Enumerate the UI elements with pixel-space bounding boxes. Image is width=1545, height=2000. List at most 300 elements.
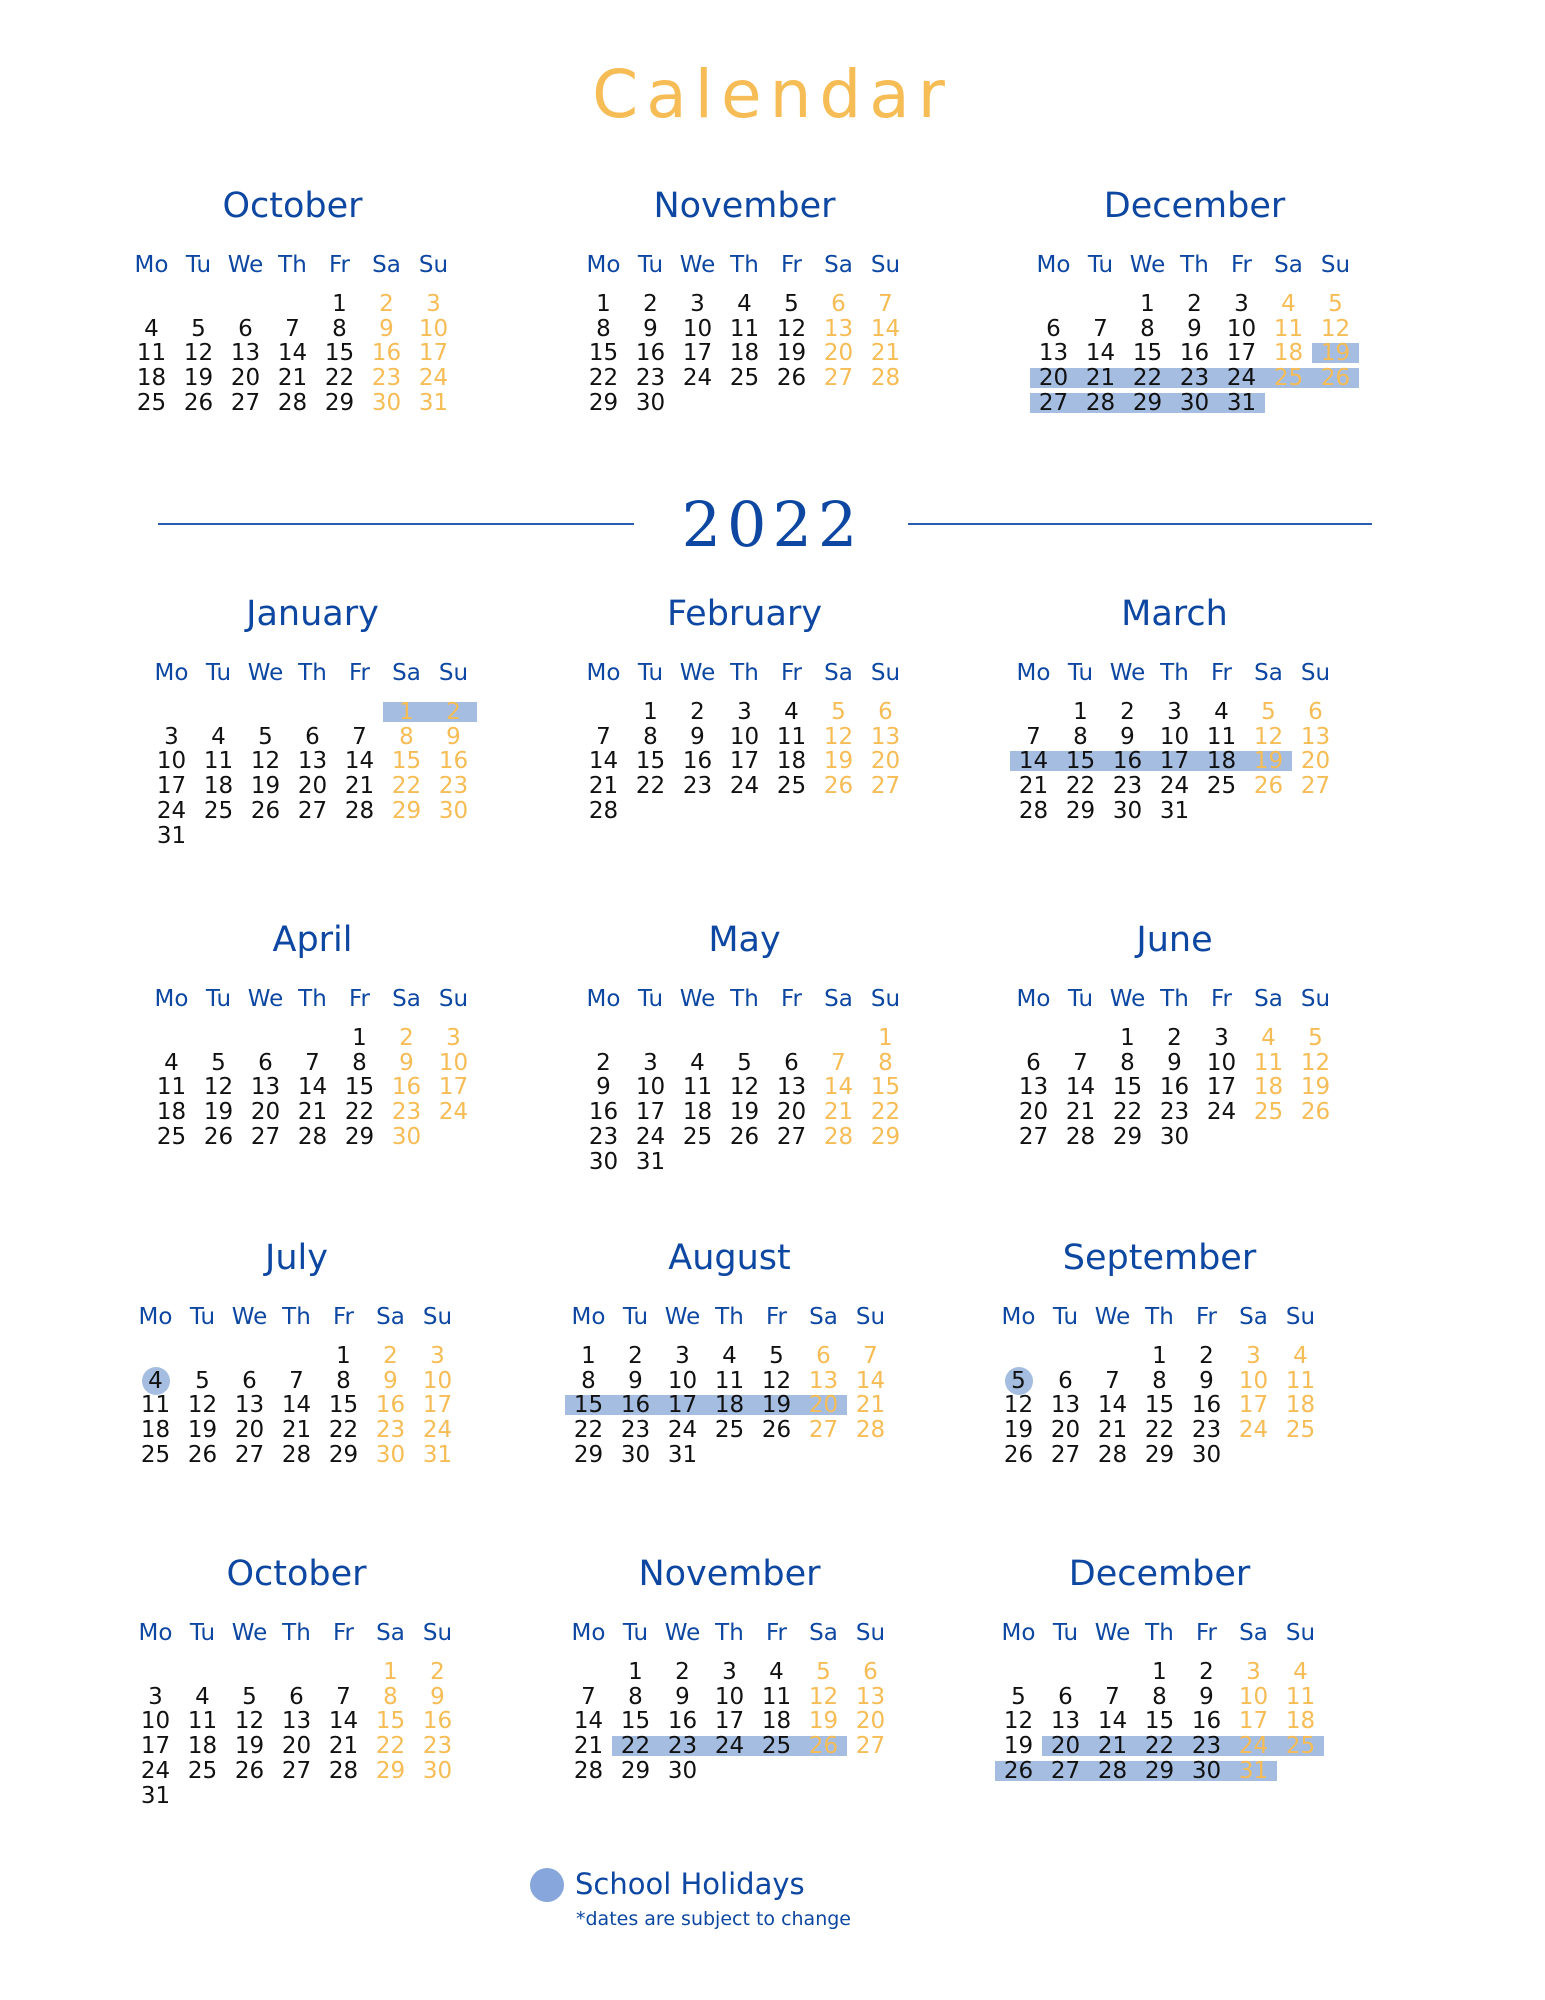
day-cell: 6: [863, 1659, 878, 1685]
weekday-header: Tu: [622, 1304, 649, 1330]
day-cell: 3: [148, 1683, 163, 1710]
day-cell: 2: [628, 1343, 643, 1369]
day-cell: 22: [375, 1733, 406, 1760]
day-cell: 13: [776, 1074, 807, 1101]
day-cell: 3: [722, 1659, 737, 1685]
day-cell: 13: [1050, 1708, 1081, 1735]
day-cell: 7: [863, 1343, 878, 1369]
day-cell: 30: [391, 1123, 422, 1150]
weekday-header: Tu: [637, 660, 664, 686]
day-cell: 17: [667, 1392, 698, 1419]
month-october: [128, 186, 506, 476]
day-cell: 2: [1199, 1343, 1214, 1369]
day-cell: 1: [643, 699, 658, 725]
day-cell: 23: [1112, 773, 1143, 800]
day-cell: 12: [808, 1683, 839, 1710]
day-cell: 22: [620, 1733, 651, 1760]
weekday-header: Fr: [765, 1620, 787, 1646]
day-cell: 24: [438, 1099, 469, 1126]
day-cell: 18: [1273, 340, 1304, 367]
day-cell: 10: [635, 1074, 666, 1101]
day-cell: 13: [855, 1683, 886, 1710]
day-cell: 4: [769, 1659, 784, 1685]
weekday-header: Sa: [392, 986, 421, 1012]
day-cell: 16: [635, 340, 666, 367]
day-cell: 16: [1179, 340, 1210, 367]
day-cell: 4: [784, 699, 799, 725]
year-rule-right: [908, 523, 1372, 525]
weekday-header: Mo: [586, 252, 621, 278]
day-cell: 7: [831, 1049, 846, 1076]
day-cell: 8: [628, 1683, 643, 1710]
day-cell: 19: [1320, 340, 1351, 367]
day-cell: 26: [250, 797, 281, 824]
day-cell: 12: [187, 1392, 218, 1419]
day-cell: 12: [1253, 723, 1284, 750]
day-cell: 4: [148, 1367, 163, 1394]
month-april: [148, 920, 526, 1210]
month-name: October: [226, 1554, 367, 1594]
weekday-header: Mo: [138, 1304, 173, 1330]
calendar-title: Calendar: [592, 56, 953, 133]
day-cell: 25: [140, 1441, 171, 1468]
day-cell: 25: [203, 797, 234, 824]
day-cell: 21: [1097, 1417, 1128, 1444]
day-cell: 15: [573, 1392, 604, 1419]
day-cell: 14: [1097, 1392, 1128, 1419]
day-cell: 6: [1026, 1049, 1041, 1076]
month-june: [1010, 920, 1388, 1210]
day-cell: 5: [1011, 1367, 1026, 1394]
day-cell: 22: [344, 1099, 375, 1126]
weekday-header: Tu: [205, 660, 232, 686]
day-cell: 27: [1050, 1757, 1081, 1784]
day-cell: 6: [305, 723, 320, 750]
day-cell: 22: [1144, 1733, 1175, 1760]
weekday-header: Tu: [637, 986, 664, 1012]
weekday-header: Sa: [1274, 252, 1303, 278]
day-cell: 21: [573, 1733, 604, 1760]
day-cell: 17: [1238, 1392, 1269, 1419]
day-cell: 25: [714, 1417, 745, 1444]
day-cell: 26: [183, 389, 214, 416]
day-cell: 8: [1140, 315, 1155, 342]
day-cell: 18: [761, 1708, 792, 1735]
day-cell: 24: [1238, 1733, 1269, 1760]
day-cell: 25: [187, 1757, 218, 1784]
day-cell: 15: [344, 1074, 375, 1101]
weekday-header: Fr: [332, 1620, 354, 1646]
day-cell: 10: [729, 723, 760, 750]
day-cell: 21: [588, 773, 619, 800]
day-cell: 8: [1152, 1683, 1167, 1710]
weekday-header: Th: [715, 1620, 744, 1646]
day-cell: 20: [250, 1099, 281, 1126]
day-cell: 11: [136, 340, 167, 367]
day-cell: 23: [438, 773, 469, 800]
month-november: [565, 1554, 943, 1844]
day-cell: 6: [289, 1683, 304, 1710]
day-cell: 20: [230, 365, 261, 392]
day-cell: 8: [332, 315, 347, 342]
day-cell: 17: [422, 1392, 453, 1419]
day-cell: 11: [1285, 1683, 1316, 1710]
weekday-header: We: [1109, 660, 1146, 686]
day-cell: 6: [242, 1367, 257, 1394]
day-cell: 13: [808, 1367, 839, 1394]
day-cell: 28: [281, 1441, 312, 1468]
day-cell: 31: [667, 1441, 698, 1468]
day-cell: 6: [1058, 1367, 1073, 1394]
day-cell: 12: [203, 1074, 234, 1101]
day-cell: 12: [761, 1367, 792, 1394]
day-cell: 29: [1065, 797, 1096, 824]
day-cell: 13: [870, 723, 901, 750]
weekday-header: Th: [298, 660, 327, 686]
day-cell: 2: [399, 1025, 414, 1051]
day-cell: 18: [187, 1733, 218, 1760]
day-cell: 24: [667, 1417, 698, 1444]
month-name: September: [1062, 1238, 1257, 1278]
day-cell: 17: [1159, 748, 1190, 775]
day-cell: 16: [1112, 748, 1143, 775]
day-cell: 24: [729, 773, 760, 800]
day-cell: 13: [297, 748, 328, 775]
day-cell: 16: [667, 1708, 698, 1735]
day-cell: 30: [667, 1757, 698, 1784]
day-cell: 16: [620, 1392, 651, 1419]
day-cell: 23: [1191, 1733, 1222, 1760]
day-cell: 22: [1112, 1099, 1143, 1126]
day-cell: 19: [1003, 1417, 1034, 1444]
day-cell: 24: [1206, 1099, 1237, 1126]
day-cell: 11: [761, 1683, 792, 1710]
day-cell: 4: [722, 1343, 737, 1369]
day-cell: 22: [1144, 1417, 1175, 1444]
day-cell: 25: [1285, 1417, 1316, 1444]
day-cell: 10: [714, 1683, 745, 1710]
weekday-header: Mo: [571, 1304, 606, 1330]
weekday-header: Tu: [1087, 252, 1114, 278]
day-cell: 22: [588, 365, 619, 392]
day-cell: 19: [808, 1708, 839, 1735]
day-cell: 26: [808, 1733, 839, 1760]
day-cell: 8: [399, 723, 414, 750]
day-cell: 1: [1120, 1025, 1135, 1051]
day-cell: 14: [588, 748, 619, 775]
day-cell: 26: [761, 1417, 792, 1444]
weekday-header: Sa: [824, 660, 853, 686]
year-label: 2022: [681, 488, 864, 561]
day-cell: 25: [1273, 365, 1304, 392]
day-cell: 15: [1132, 340, 1163, 367]
day-cell: 5: [737, 1049, 752, 1076]
day-cell: 20: [1050, 1733, 1081, 1760]
day-cell: 15: [328, 1392, 359, 1419]
day-cell: 27: [1038, 389, 1069, 416]
day-cell: 20: [1050, 1417, 1081, 1444]
day-cell: 13: [823, 315, 854, 342]
day-cell: 7: [596, 723, 611, 750]
weekday-header: Th: [298, 986, 327, 1012]
day-cell: 18: [729, 340, 760, 367]
day-cell: 23: [635, 365, 666, 392]
weekday-header: Mo: [1001, 1620, 1036, 1646]
day-cell: 21: [870, 340, 901, 367]
day-cell: 27: [234, 1441, 265, 1468]
day-cell: 16: [371, 340, 402, 367]
day-cell: 12: [776, 315, 807, 342]
day-cell: 5: [784, 291, 799, 317]
weekday-header: We: [1094, 1304, 1131, 1330]
day-cell: 11: [729, 315, 760, 342]
day-cell: 23: [1179, 365, 1210, 392]
day-cell: 7: [285, 315, 300, 342]
day-cell: 20: [1300, 748, 1331, 775]
day-cell: 31: [1238, 1757, 1269, 1784]
day-cell: 18: [1285, 1708, 1316, 1735]
day-cell: 20: [297, 773, 328, 800]
day-cell: 23: [1191, 1417, 1222, 1444]
day-cell: 3: [1246, 1659, 1261, 1685]
day-cell: 24: [140, 1757, 171, 1784]
day-cell: 2: [446, 699, 461, 725]
weekday-header: Fr: [328, 252, 350, 278]
day-cell: 14: [344, 748, 375, 775]
weekday-header: Tu: [637, 252, 664, 278]
day-cell: 15: [635, 748, 666, 775]
day-cell: 6: [878, 699, 893, 725]
weekday-header: Tu: [189, 1620, 216, 1646]
day-cell: 27: [855, 1733, 886, 1760]
day-cell: 5: [242, 1683, 257, 1710]
weekday-header: Su: [855, 1620, 886, 1646]
weekday-header: Sa: [809, 1304, 838, 1330]
weekday-header: We: [664, 1304, 701, 1330]
day-cell: 8: [1120, 1049, 1135, 1076]
day-cell: 14: [1097, 1708, 1128, 1735]
day-cell: 12: [823, 723, 854, 750]
day-cell: 10: [1238, 1367, 1269, 1394]
day-cell: 27: [230, 389, 261, 416]
day-cell: 28: [870, 365, 901, 392]
weekday-header: Mo: [586, 986, 621, 1012]
weekday-header: Sa: [376, 1620, 405, 1646]
day-cell: 30: [1112, 797, 1143, 824]
day-cell: 10: [1238, 1683, 1269, 1710]
day-cell: 19: [183, 365, 214, 392]
day-cell: 9: [690, 723, 705, 750]
day-cell: 29: [1112, 1123, 1143, 1150]
weekday-header: Sa: [824, 986, 853, 1012]
day-cell: 17: [418, 340, 449, 367]
day-cell: 9: [399, 1049, 414, 1076]
day-cell: 11: [1206, 723, 1237, 750]
day-cell: 2: [675, 1659, 690, 1685]
day-cell: 29: [1132, 389, 1163, 416]
day-cell: 8: [878, 1049, 893, 1076]
day-cell: 17: [1206, 1074, 1237, 1101]
day-cell: 31: [422, 1441, 453, 1468]
weekday-header: We: [247, 660, 284, 686]
day-cell: 21: [297, 1099, 328, 1126]
day-cell: 25: [776, 773, 807, 800]
day-cell: 30: [620, 1441, 651, 1468]
day-cell: 25: [1285, 1733, 1316, 1760]
day-cell: 14: [328, 1708, 359, 1735]
weekday-header: Su: [870, 986, 901, 1012]
day-cell: 5: [816, 1659, 831, 1685]
weekday-header: Su: [422, 1304, 453, 1330]
day-cell: 28: [297, 1123, 328, 1150]
day-cell: 2: [1199, 1659, 1214, 1685]
day-cell: 9: [446, 723, 461, 750]
month-name: December: [1068, 1554, 1251, 1594]
day-cell: 31: [418, 389, 449, 416]
day-cell: 9: [1120, 723, 1135, 750]
day-cell: 3: [446, 1025, 461, 1051]
day-cell: 8: [336, 1367, 351, 1394]
day-cell: 17: [156, 773, 187, 800]
day-cell: 15: [391, 748, 422, 775]
day-cell: 4: [1293, 1343, 1308, 1369]
day-cell: 23: [1159, 1099, 1190, 1126]
day-cell: 18: [1253, 1074, 1284, 1101]
day-cell: 31: [140, 1782, 171, 1809]
month-name: July: [265, 1238, 328, 1278]
day-cell: 2: [383, 1343, 398, 1369]
day-cell: 22: [324, 365, 355, 392]
day-cell: 29: [328, 1441, 359, 1468]
day-cell: 5: [191, 315, 206, 342]
day-cell: 26: [1003, 1757, 1034, 1784]
month-name: April: [272, 920, 353, 960]
month-name: October: [222, 186, 363, 226]
day-cell: 4: [737, 291, 752, 317]
day-cell: 1: [1152, 1659, 1167, 1685]
month-december: [1030, 186, 1408, 476]
weekday-header: Su: [1320, 252, 1351, 278]
weekday-header: Mo: [1036, 252, 1071, 278]
weekday-header: Th: [1180, 252, 1209, 278]
day-cell: 27: [281, 1757, 312, 1784]
month-september: [995, 1238, 1373, 1528]
day-cell: 29: [324, 389, 355, 416]
weekday-header: Fr: [1195, 1620, 1217, 1646]
day-cell: 21: [855, 1392, 886, 1419]
day-cell: 26: [187, 1441, 218, 1468]
day-cell: 22: [1132, 365, 1163, 392]
day-cell: 3: [675, 1343, 690, 1369]
legend-note: *dates are subject to change: [576, 1908, 851, 1930]
weekday-header: Th: [1145, 1620, 1174, 1646]
day-cell: 28: [1097, 1757, 1128, 1784]
weekday-header: Fr: [780, 660, 802, 686]
day-cell: 17: [438, 1074, 469, 1101]
day-cell: 18: [136, 365, 167, 392]
day-cell: 18: [714, 1392, 745, 1419]
weekday-header: We: [664, 1620, 701, 1646]
weekday-header: Th: [282, 1620, 311, 1646]
day-cell: 7: [581, 1683, 596, 1710]
day-cell: 30: [1159, 1123, 1190, 1150]
weekday-header: Fr: [1210, 660, 1232, 686]
day-cell: 27: [870, 773, 901, 800]
day-cell: 19: [1003, 1733, 1034, 1760]
weekday-header: Su: [438, 986, 469, 1012]
day-cell: 5: [195, 1367, 210, 1394]
month-name: June: [1136, 920, 1213, 960]
weekday-header: Su: [438, 660, 469, 686]
day-cell: 13: [1300, 723, 1331, 750]
day-cell: 30: [438, 797, 469, 824]
day-cell: 16: [391, 1074, 422, 1101]
day-cell: 17: [635, 1099, 666, 1126]
day-cell: 13: [1038, 340, 1069, 367]
day-cell: 27: [1018, 1123, 1049, 1150]
day-cell: 20: [855, 1708, 886, 1735]
day-cell: 24: [422, 1417, 453, 1444]
day-cell: 27: [1300, 773, 1331, 800]
day-cell: 20: [234, 1417, 265, 1444]
day-cell: 26: [1300, 1099, 1331, 1126]
weekday-header: Tu: [1052, 1620, 1079, 1646]
day-cell: 7: [289, 1367, 304, 1394]
month-december: [995, 1554, 1373, 1844]
day-cell: 1: [1140, 291, 1155, 317]
weekday-header: Su: [1285, 1304, 1316, 1330]
month-july: [132, 1238, 510, 1528]
day-cell: 28: [823, 1123, 854, 1150]
weekday-header: Th: [730, 252, 759, 278]
weekday-header: Fr: [348, 660, 370, 686]
day-cell: 4: [1261, 1025, 1276, 1051]
weekday-header: Mo: [571, 1620, 606, 1646]
day-cell: 28: [1097, 1441, 1128, 1468]
day-cell: 2: [690, 699, 705, 725]
day-cell: 31: [635, 1148, 666, 1175]
day-cell: 1: [596, 291, 611, 317]
day-cell: 29: [620, 1757, 651, 1784]
day-cell: 22: [1065, 773, 1096, 800]
day-cell: 15: [620, 1708, 651, 1735]
day-cell: 1: [352, 1025, 367, 1051]
day-cell: 24: [714, 1733, 745, 1760]
weekday-header: Fr: [332, 1304, 354, 1330]
day-cell: 28: [1065, 1123, 1096, 1150]
weekday-header: Th: [730, 660, 759, 686]
day-cell: 12: [250, 748, 281, 775]
day-cell: 15: [324, 340, 355, 367]
day-cell: 5: [211, 1049, 226, 1076]
day-cell: 18: [156, 1099, 187, 1126]
month-name: February: [666, 594, 823, 634]
day-cell: 3: [737, 699, 752, 725]
day-cell: 4: [1214, 699, 1229, 725]
day-cell: 4: [195, 1683, 210, 1710]
day-cell: 9: [1199, 1683, 1214, 1710]
day-cell: 6: [784, 1049, 799, 1076]
day-cell: 17: [1238, 1708, 1269, 1735]
day-cell: 1: [399, 699, 414, 725]
day-cell: 21: [277, 365, 308, 392]
day-cell: 1: [628, 1659, 643, 1685]
day-cell: 22: [870, 1099, 901, 1126]
month-name: November: [653, 186, 836, 226]
day-cell: 19: [187, 1417, 218, 1444]
day-cell: 20: [776, 1099, 807, 1126]
weekday-header: Th: [278, 252, 307, 278]
